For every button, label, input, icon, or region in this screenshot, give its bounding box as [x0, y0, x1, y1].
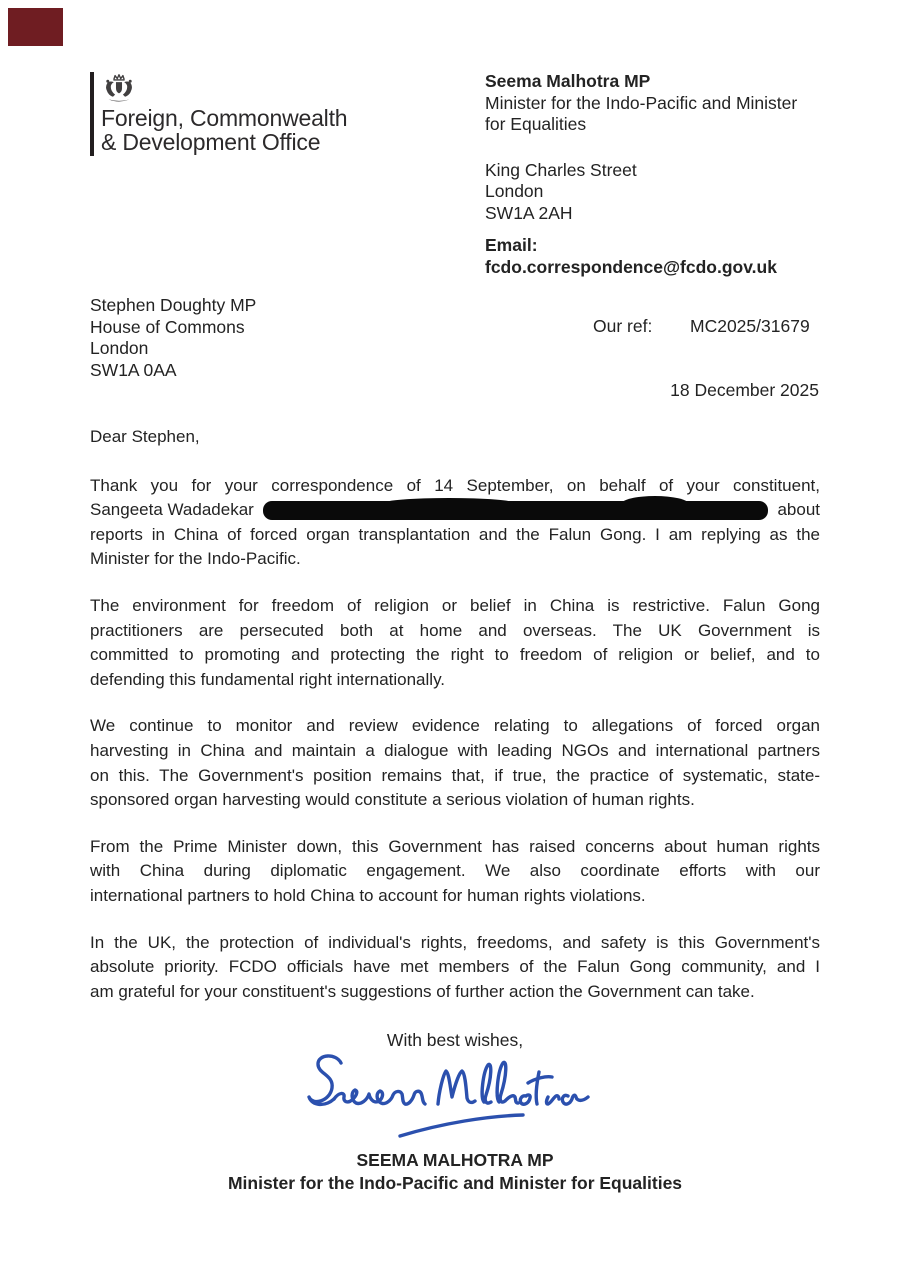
sender-name: Seema Malhotra MP	[485, 71, 651, 91]
handwritten-signature	[303, 1050, 593, 1145]
redaction-before-text: Sangeeta Wadadekar	[90, 500, 254, 520]
letter-line: defending this fundamental right internationally.	[90, 669, 446, 689]
email-label: Email:	[485, 235, 538, 255]
recipient-line: London	[90, 338, 149, 358]
email-address: fcdo.correspondence@fcdo.gov.uk	[485, 256, 777, 277]
paragraph	[90, 931, 820, 1005]
org-name-line1: Foreign, Commonwealth	[101, 105, 348, 131]
paragraph	[90, 594, 820, 692]
letter-line: We continue to monitor and review evidence relating to allegations of forced organ	[90, 716, 820, 736]
salutation: Dear Stephen,	[90, 427, 200, 446]
recipient-line: SW1A 0AA	[90, 359, 177, 380]
org-name-line2: & Development Office	[101, 128, 321, 155]
paragraph	[90, 835, 820, 909]
valediction: With best wishes,	[386, 1030, 524, 1050]
signature-strokes	[309, 1056, 588, 1136]
letter-line: international partners to hold China to account for human rights violations.	[90, 885, 646, 905]
scan-artifact	[8, 8, 63, 46]
redaction-after-text: about	[777, 500, 820, 520]
letter-line: The environment for freedom of religion or belief in China is restrictive. Falun Gong	[90, 595, 820, 615]
letter-line: with China during diplomatic engagement. We also coordinate efforts with our	[90, 861, 820, 881]
letter-line: From the Prime Minister down, this Government has raised concerns about human rights	[90, 836, 820, 856]
our-ref-label: Our ref:	[593, 316, 653, 336]
letter-date: 18 December 2025	[670, 380, 819, 400]
paragraph	[90, 714, 820, 812]
sender-title-line: for Equalities	[485, 114, 587, 134]
letter-line: sponsored organ harvesting would constitute a serious violation of human rights.	[90, 790, 695, 810]
sender-address-line: London	[485, 181, 544, 201]
letter-line: committed to promoting and protecting the right to freedom of religion or belief, and to	[90, 645, 820, 665]
org-name	[101, 107, 347, 154]
recipient-line: Stephen Doughty MP	[90, 295, 257, 315]
our-ref-value: MC2025/31679	[690, 316, 810, 336]
signatory-name: SEEMA MALHOTRA MP	[356, 1150, 554, 1170]
letter-line: harvesting in China and maintain a dialogue with leading NGOs and international partners	[90, 740, 820, 760]
recipient-line: House of Commons	[90, 316, 245, 337]
letter-line: am grateful for your constituent's suggestions of further action the Government can take.	[90, 981, 755, 1001]
letter-line: reports in China of forced organ transplantation and the Falun Gong. I am replying as the	[90, 524, 820, 544]
logo-vertical-bar	[90, 72, 94, 156]
recipient-block	[90, 295, 256, 381]
letter-body	[90, 425, 820, 1026]
letter-line: on this. The Government's position remains that, if true, the practice of systematic, state-	[90, 765, 820, 785]
paragraph	[90, 474, 820, 572]
letter-line: absolute priority. FCDO officials have met members of the Falun Gong community, and I	[90, 957, 820, 977]
letter-line: Minister for the Indo-Pacific.	[90, 549, 301, 569]
signatory-title: Minister for the Indo-Pacific and Minister for Equalities	[227, 1173, 683, 1193]
letter-line: practitioners are persecuted both at home and overseas. The UK Government is	[90, 620, 820, 640]
redaction-bar	[263, 501, 769, 520]
letter-line: In the UK, the protection of individual's rights, freedoms, and safety is this Government's	[90, 932, 820, 952]
royal-crest-icon	[100, 72, 138, 106]
sender-address-line: King Charles Street	[485, 159, 637, 180]
sender-title-line: Minister for the Indo-Pacific and Minister	[485, 92, 798, 113]
letter-line: Thank you for your correspondence of 14 September, on behalf of your constituent,	[90, 475, 820, 495]
redacted-line	[90, 498, 820, 523]
sender-block	[485, 71, 830, 278]
sender-address-line: SW1A 2AH	[485, 202, 573, 223]
